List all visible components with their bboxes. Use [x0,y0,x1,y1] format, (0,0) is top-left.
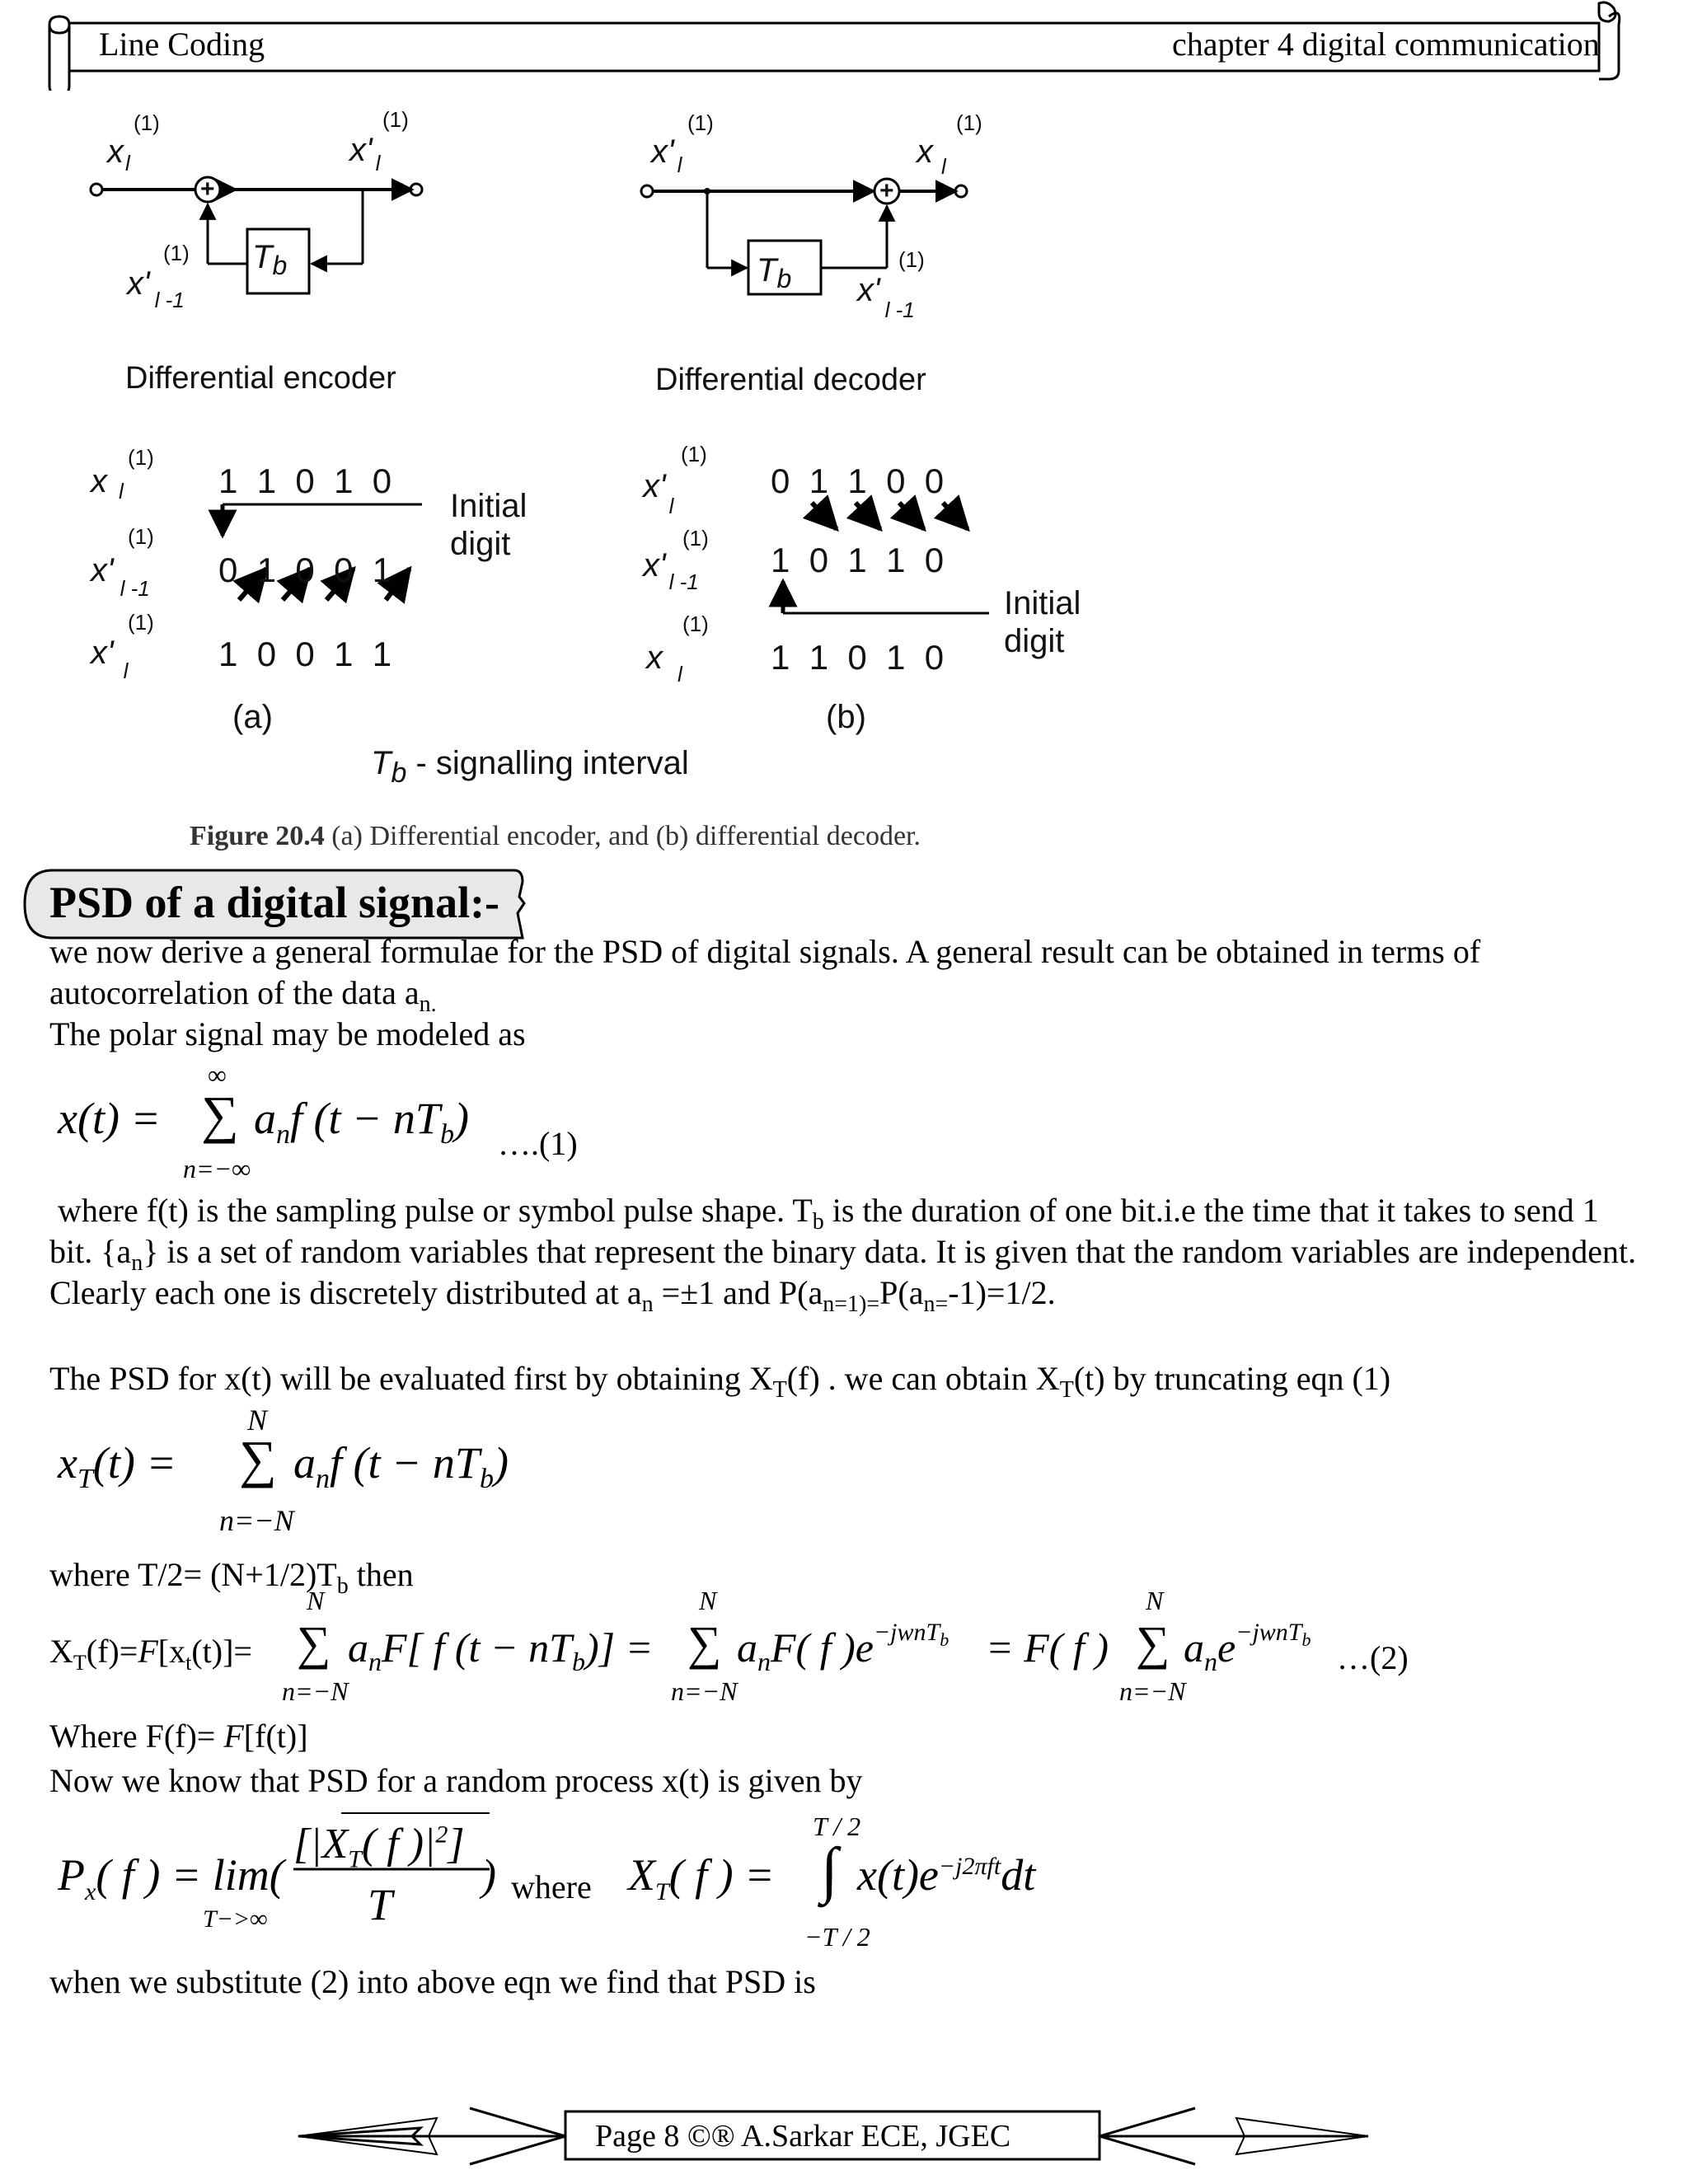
eqt-body: $a_nf$ $(t - nT_b)$ [293,1438,509,1494]
ex-a-label-1-sup: (1) [128,445,154,470]
section-title: PSD of a digital signal:- [49,878,500,927]
header-right-title: chapter 4 digital communication [1172,26,1600,63]
ex-b-label-2-sup: (1) [682,526,709,551]
ex-b-row2: 1 0 1 1 0 [771,541,945,579]
eq2-prefix: $X_T(f)=F[x_t(t)]=$ [49,1633,252,1675]
ex-b-caption: (b) [826,699,866,735]
ex-a-label-2-sup: (1) [128,524,154,549]
eq1-tag: ….(1) [498,1125,578,1162]
encoder-caption: Differential encoder [125,361,396,396]
dec-delay-label: $T_b$ [757,252,792,293]
ex-b-label-2: x' $_{l -1}$ [643,547,699,594]
eqt-lower-limit: n=−N [219,1504,294,1537]
dec-xp-fb: $x'_{l -1}$ [857,272,915,322]
eq2-limit-top-1: N [307,1586,325,1615]
eq2-limit-bottom-2: n=−N [671,1676,738,1706]
eq2-limit-bottom-1: n=−N [282,1676,349,1706]
ex-b-initial-2: digit [1004,623,1065,659]
paragraph-5: where $T/2= (N+1/2)T_b$ then [49,1556,414,1599]
eq2-sigma-2: ∑ [687,1616,722,1670]
enc-xp-fb-sup: (1) [163,241,190,265]
eq2-tag: …(2) [1337,1639,1409,1676]
eq2-term3-body: $a_ne^{-jwnT_b}$ [1184,1619,1311,1676]
xt-integral: ∫ [821,1835,838,1905]
ex-b-label-1-sup: (1) [681,442,707,466]
eq2-term3: = F( f ) [986,1624,1109,1671]
ex-a-row1: 1 1 0 1 0 [218,462,392,500]
eq2-limit-top-2: N [699,1586,717,1615]
eq1-body: $a_nf$ $(t - nT_b)$ [254,1094,469,1150]
enc-xp-out: x' $_l$ [349,132,381,176]
paragraph-1: we now derive a general formulae for the PSD of digital signals. A general result can be obtained in terms of autocorrelation of the data $a_{n.}$ [49,933,1481,1017]
ex-a-row2: 0 1 0 0 1 [218,551,392,589]
dec-xp-in: x' $_l$ [651,134,682,177]
paragraph-4: The PSD for x(t) will be evaluated first by obtaining $X_T(f)$ . we can obtain $X_T(t)$ by truncating eqn (1) [49,1360,1391,1403]
dec-xp-in-sup: (1) [687,110,714,135]
ex-b-row1: 0 1 1 0 0 [771,462,945,500]
decoder-caption: Differential decoder [655,363,926,397]
header-left-title: Line Coding [99,26,265,63]
enc-x-in-sup: (1) [134,110,160,135]
dec-adder-sign: + [879,177,894,204]
eq1-lhs: x(t) = [58,1094,161,1143]
eq2-term2: $a_nF$( f )$e^{-jwnT_b}$ [737,1619,950,1676]
eq2-limit-top-3: N [1146,1586,1164,1615]
ex-b-label-3: x $_l$ [646,640,682,687]
eqt-upper-limit: N [247,1404,268,1436]
xt-lhs: $X_T$( f ) = [628,1850,775,1905]
xt-upper-limit: T / 2 [813,1811,861,1841]
eqt-sigma: ∑ [239,1430,277,1488]
eq2-limit-bottom-3: n=−N [1119,1676,1186,1706]
eq1-sigma: ∑ [201,1085,239,1144]
ex-a-caption: (a) [232,699,273,735]
psd-close: ) [481,1850,496,1900]
decoder-block [641,179,967,294]
eq1-upper-limit: ∞ [208,1060,227,1090]
ex-a-label-1: x $_l$ [91,463,124,504]
enc-adder-sign: + [200,176,215,203]
ex-a-initial-2: digit [450,526,511,562]
footer-text: Page 8 ©® A.Sarkar ECE, JGEC [595,2119,1011,2154]
dec-x-out-sup: (1) [956,110,982,135]
psd-limit: T−>∞ [203,1905,268,1933]
xt-lower-limit: −T / 2 [804,1922,870,1952]
paragraph-7: Now we know that PSD for a random process x(t) is given by [49,1762,863,1799]
dec-xp-fb-sup: (1) [898,247,925,272]
ex-a-label-2: x' $_{l -1}$ [91,552,150,601]
figure-caption: Figure 20.4 (a) Differential encoder, and (b) differential decoder. [190,821,921,851]
enc-xp-fb: x' $_{l -1}$ [127,265,185,312]
enc-x-in: $x_l$ [107,134,130,176]
paragraph-8: when we substitute (2) into above eqn we find that PSD is [49,1963,816,2000]
paragraph-2: The polar signal may be modeled as [49,1015,526,1052]
ex-a-row3: 1 0 0 1 1 [218,635,392,673]
psd-lhs: $P_x$( f ) = lim( [58,1850,284,1905]
enc-xp-out-sup: (1) [382,107,409,132]
ex-a-label-3-sup: (1) [128,610,154,635]
ex-b-initial-1: Initial [1004,585,1081,621]
psd-where: where [511,1868,592,1905]
ex-b-row3: 1 1 0 1 0 [771,638,945,677]
ex-b-label-1: $x'_l$ [643,468,674,518]
eq2-term1: $a_nF$[ f $(t - nT_b)$] = [348,1624,654,1676]
paragraph-3: where f(t) is the sampling pulse or symbol pulse shape. $T_b$ is the duration of one bit.i.e the time that it takes to send 1 bit. $\{a_n\}$ is a set of random variables that represent the binary data. It is given that the random variables are independent. Clearly each one is discretely distributed at $a_n =\pm 1$ and $P(a_{n=1)=}P(a_{n=}-1)=1/2$. [49,1192,1637,1317]
eq2-sigma-3: ∑ [1136,1616,1170,1670]
eq2-sigma-1: ∑ [297,1616,331,1670]
ex-b-label-3-sup: (1) [682,612,709,636]
enc-delay-label: $T_b$ [252,239,288,280]
psd-numerator: [$|X_T$( f )$|^2$] [293,1821,465,1873]
dec-x-out: x $_l$ [917,134,946,179]
tb-note: $T_b$ - signalling interval [371,745,689,789]
ex-a-label-3: x' $_l$ [91,635,129,683]
psd-fraction-bar [292,1810,506,1876]
psd-denominator: T [368,1880,393,1929]
xt-body: $x(t)e^{-j2\pi ft}dt$ [857,1850,1036,1900]
eq1-lower-limit: n=−∞ [183,1154,251,1183]
eqt-lhs: $x_T(t)$ = [58,1438,176,1494]
ex-a-initial-1: Initial [450,488,528,524]
paragraph-6: Where F(f)= F[f(t)] [49,1718,308,1755]
